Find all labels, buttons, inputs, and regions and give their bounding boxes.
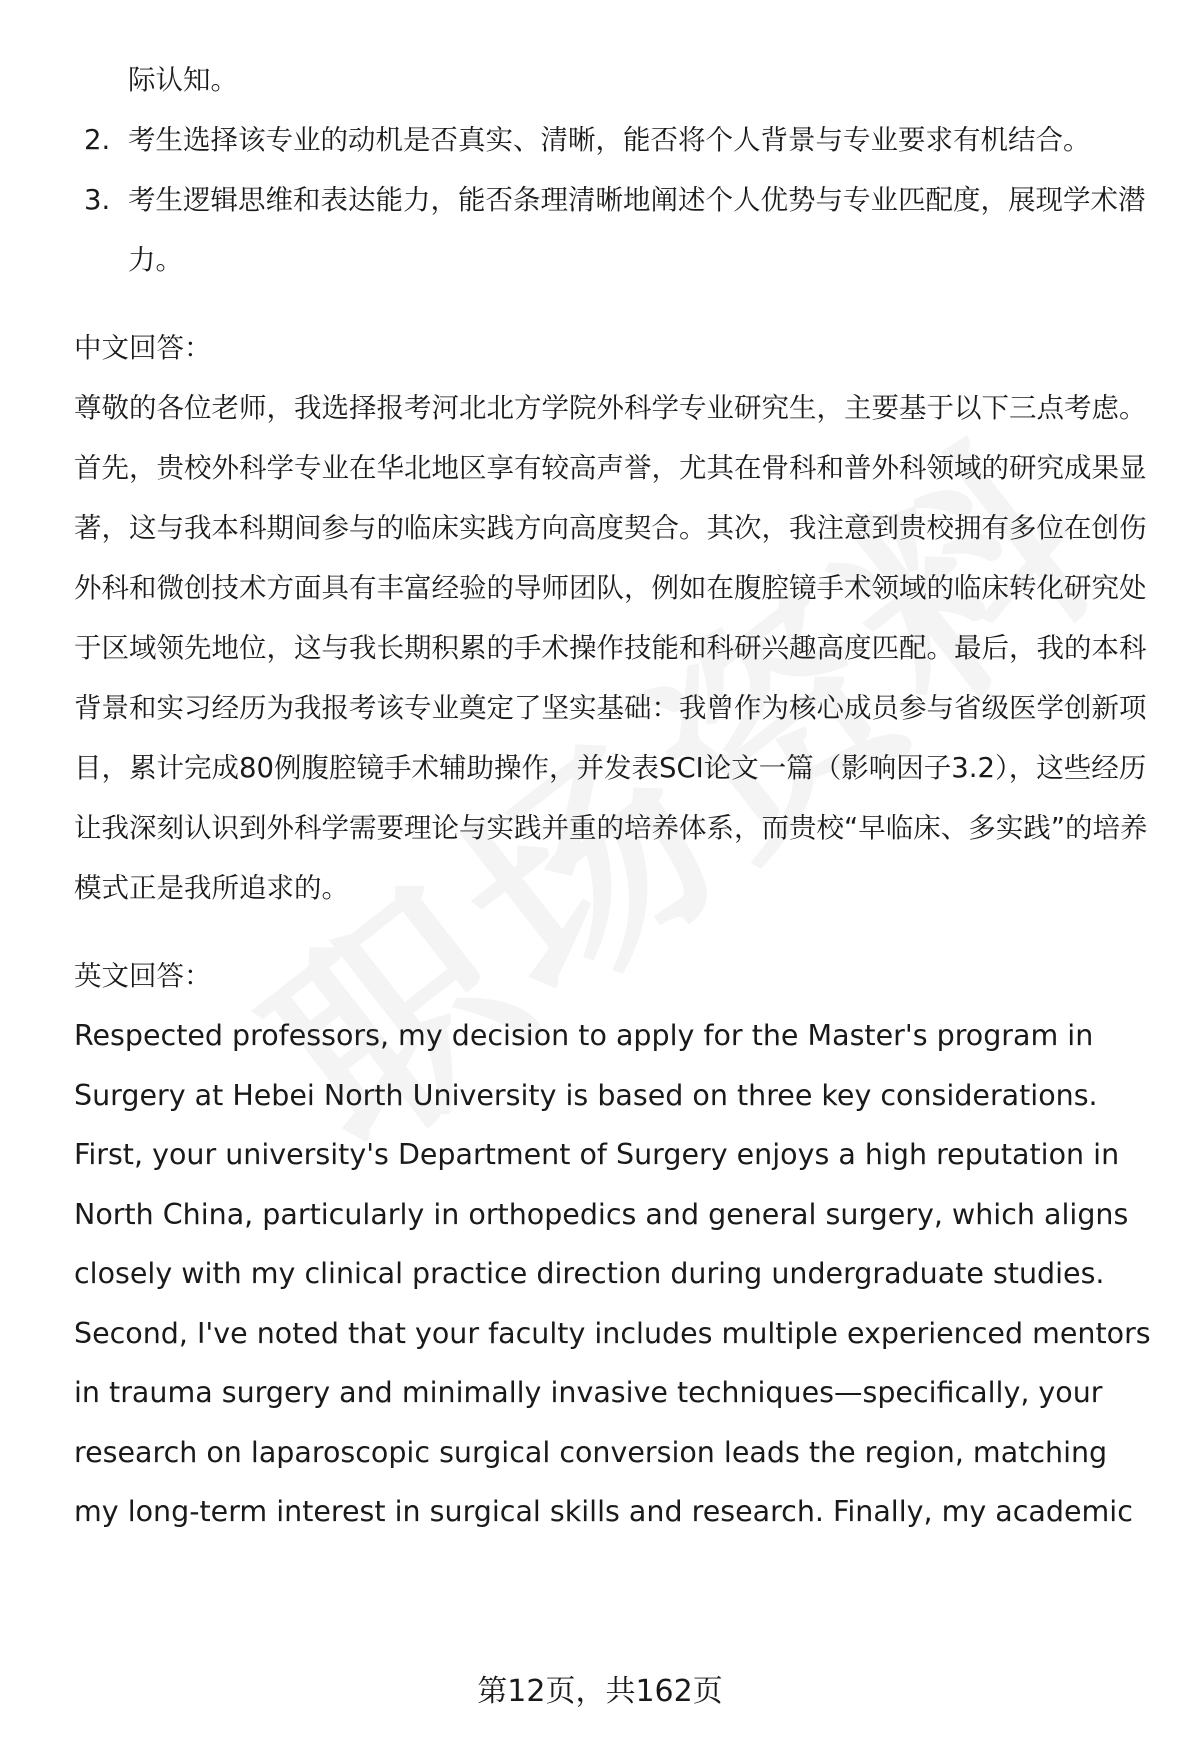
chinese-answer-body: 尊敬的各位老师，我选择报考河北北方学院外科学专业研究生，主要基于以下三点考虑。首先，贵校外科学专业在华北地区享有较高声誉，尤其在骨科和普外科领域的研究成果显著，这与我本科期间参与的临床实践方向高度契合。其次，我注意到贵校拥有多位在创伤外科和微创技术方面具有丰富经验的导师团队，例如在腹腔镜手术领域的临床转化研究处于区域领先地位，这与我长期积累的手术操作技能和科研兴趣高度匹配。最后，我的本科背景和实习经历为我报考该专业奠定了坚实基础：我曾作为核心成员参与省级医学创新项目，累计完成80例腹腔镜手术辅助操作，并发表SCI论文一篇（影响因子3.2），这些经历让我深刻认识到外科学需要理论与实践并重的培养体系，而贵校“早临床、多实践”的培养模式正是我所追求的。: [74, 392, 1148, 904]
list-item: [74, 110, 1154, 170]
page-footer: 第12页，共162页: [477, 1674, 723, 1709]
list-item: [74, 170, 1154, 290]
list-text: 考生选择该专业的动机是否真实、清晰，能否将个人背景与专业要求有机结合。: [128, 124, 1091, 156]
english-answer-body: Respected professors, my decision to apply for the Master's program in Surgery at Hebei North University is based on three key considerations. First, your university's Department of Surgery enjoys a high reputation in North China, particularly in orthopedics and general surgery, which aligns closely with my clinical practice direction during undergraduate studies. Second, I've noted that your faculty includes multiple experienced mentors in trauma surgery and minimally invasive techniques—specifically, your research on laparoscopic surgical conversion leads the region, matching my long-term interest in surgical skills and research. Finally, my academic: [74, 1019, 1151, 1528]
list-text: 考生逻辑思维和表达能力，能否条理清晰地阐述个人优势与专业匹配度，展现学术潜力。: [128, 184, 1146, 276]
list-continuation: 际认知。: [128, 64, 238, 96]
chinese-answer-heading: 中文回答：: [74, 332, 212, 364]
list-number: 2.: [84, 124, 111, 156]
list-number: 3.: [84, 184, 111, 216]
english-answer-heading: 英文回答：: [74, 960, 212, 992]
page-content: [74, 50, 1154, 1542]
